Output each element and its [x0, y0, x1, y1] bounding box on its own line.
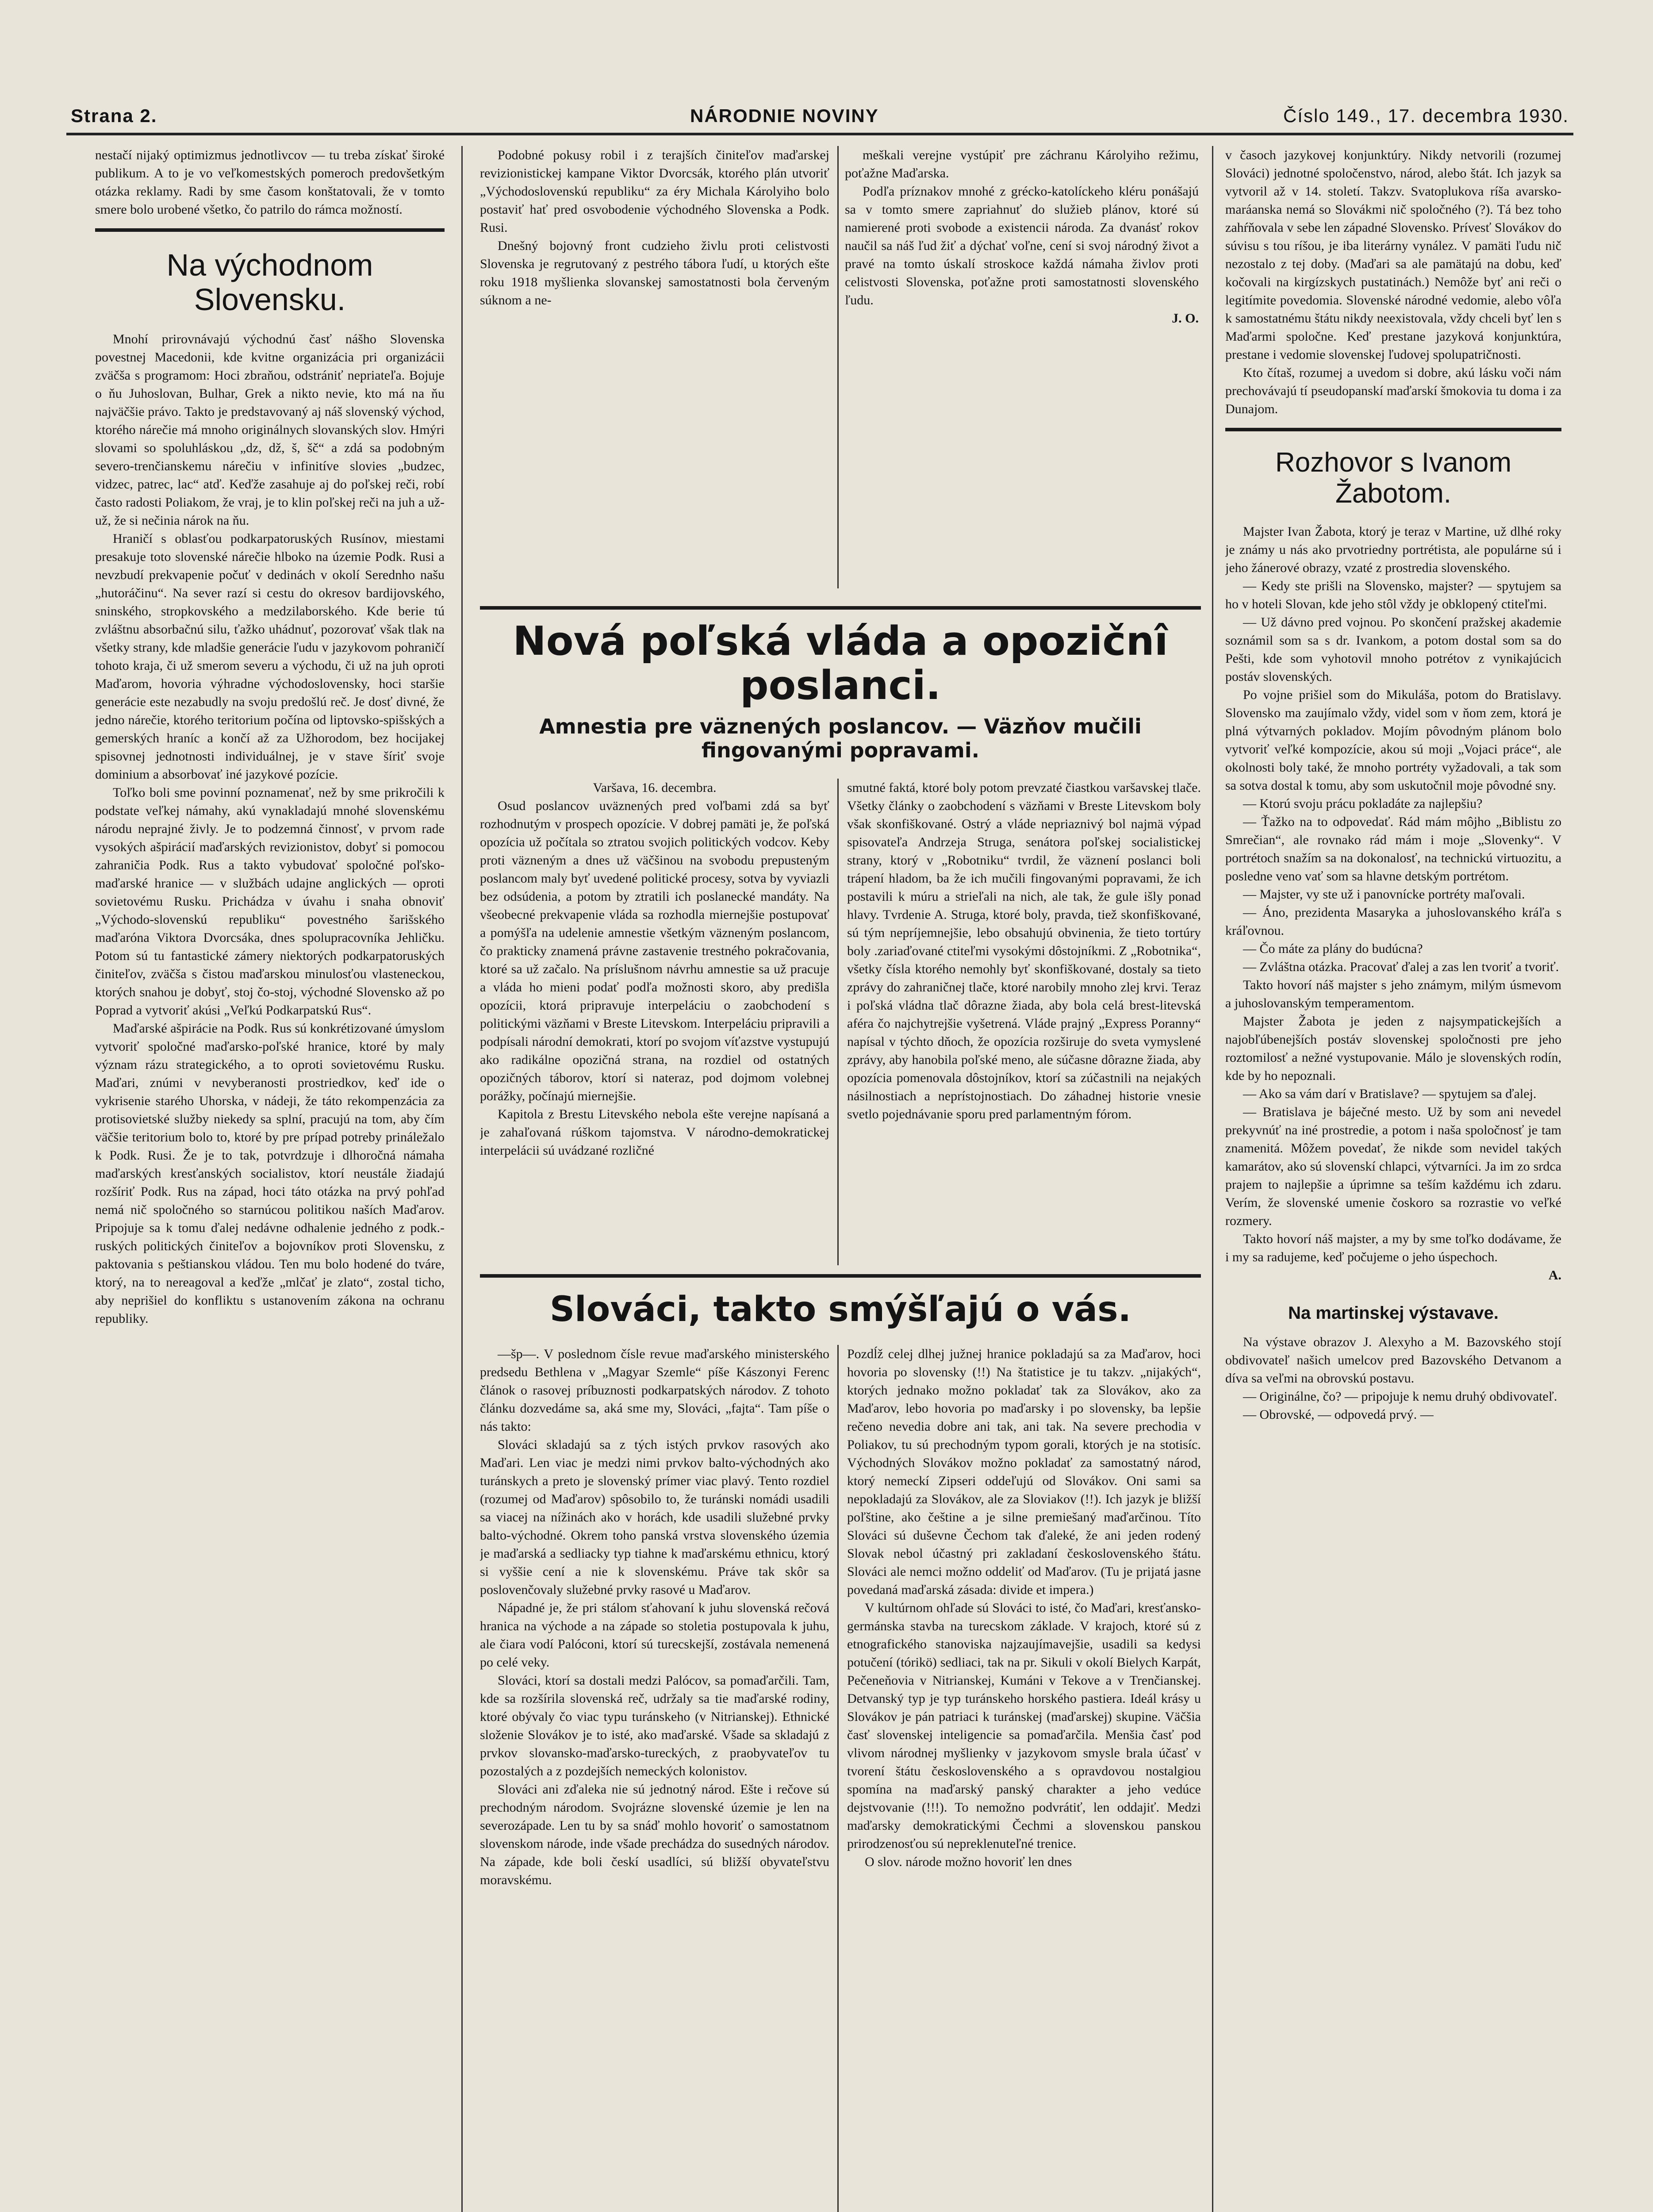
paragraph: Kto čítaš, rozumej a uvedom si dobre, akú lásku voči nám prechovávajú tí pseudopanskí maďarskí šmokovia tu doma i za Dunajom. [1225, 365, 1561, 416]
column-divider [461, 146, 463, 2212]
slovaks-article-body [480, 1345, 1201, 2212]
subheadline-amnesty: Amnestia pre väznených poslancov. [539, 714, 950, 738]
column-2-top [480, 146, 829, 584]
paragraph: Slováci skladajú sa z tých istých prvkov rasových ako Maďari. Len viac je medzi nimi prvkov balto-východných ako turánskych a preto je slovenský prímer viac plavý. Tento rozdiel (rozumej od Maďarov) spôsobilo to, že turánski nomádi usadili sa viacej na nížinách ako v horách, kde usadili služebné prvky balto-východné. Okrem toho panská vrstva slovenského územia je maďarská a sedliacky typ tiahne k maďarskému ethnicu, ktorý si vyššie cení a nie k slovenskému. Práve tak skôr sa poslovenčovaly služebné prvky rasové u Maďarov. [480, 1437, 829, 1597]
paragraph: — Ktorú svoju prácu pokladáte za najlepšiu? [1243, 796, 1483, 811]
paragraph: Takto hovorí náš majster, a my by sme toľko dodávame, že i my sa radujeme, keď počujeme o jeho úspechoch. [1225, 1232, 1561, 1264]
headline-interview: Rozhovor s Ivanom Žabotom. [1275, 447, 1512, 509]
author-signature: J. O. [1172, 311, 1199, 326]
paragraph: Slováci ani zďaleka nie sú jednotný národ. Ešte i rečove sú prechodným národom. Svojrázne slovenské územie je len na severozápade. Len tu by sa snáď mohlo hovoriť o samostatnom slovenskom národe, inde všade prechádza do susedných národov. Na západe, kde boli českí usadlíci, sú bližší obyvateľstvu moravskému. [480, 1782, 829, 1887]
paragraph: Kapitola z Brestu Litevského nebola ešte verejne napísaná a je zahaľovaná rúškom tajomstva. V národno-demokratickej interpelácii sú uvádzané rozličné [480, 1107, 829, 1158]
column-divider [837, 1345, 839, 2212]
paragraph: — Obrovské, — odpovedá prvý. — [1243, 1407, 1434, 1422]
newspaper-title: NÁRODNIE NOVINY [686, 105, 883, 127]
paragraph: — Ťažko na to odpovedať. Rád mám môjho „Biblistu zo Smrečian“, ale rovnako rád mám i moje „Slovenky“. V portrétoch snažím sa na dokonalosť, na technickú virtuozitu, a posledne veno vať som sa hlavne detským portrétom. [1225, 814, 1561, 883]
issue-info: Číslo 149., 17. decembra 1930. [1279, 105, 1573, 127]
slovaks-right-column [847, 1345, 1201, 2212]
paragraph: — Kedy ste prišli na Slovensko, majster? — spytujem sa ho v hoteli Slovan, kde jeho stôl vždy je obklopený ctiteľmi. [1225, 579, 1561, 611]
paragraph: Podobné pokusy robil i z terajších činiteľov maďarskej revizionistickej kampane Viktor Dvorcsák, ktorého plán utvoriť „Východoslovenskú republiku“ za éry Michala Károlyiho bolo postaviť hať pred osvobodenie východného Slovenska a Podk. Rusi. [480, 148, 829, 235]
paragraph: Po vojne prišiel som do Mikuláša, potom do Bratislavy. Slovensko ma zaujímalo vždy, videl som v ňom zem, ktorá je plná výtvarných pokladov. Mojím pôvodným plánom bolo vytvoriť veľké kompozície, akou sú moji „Vojaci práce“, ale okolnosti boly také, že mnoho portréty vyžadovali, a tak som sa sotva dostal k tomu, aby som uskutočnil moje pôvodné sny. [1225, 687, 1561, 793]
paragraph: Osud poslancov uväznených pred voľbami zdá sa byť rozhodnutým v prospech opozície. V dobrej pamäti je, že poľská opozícia už počítala so ztratou svojich politických vodcov. Keby proti väzneným a dnes už väčšinou na svobodu prepusteným poslancom maly byť uvedené politické procesy, sotva by vyviazli bez odsúdenia, a potom by ztratili ich poslanecké mandáty. Na všeobecné prekvapenie vláda sa rozhodla miernejšie postupovať a pomýšľa na udelenie amnestie všetkým väzneným poslancom, čo prakticky znamená právne zastavenie trestného pokračovania, ktoré sa už začalo. Na príslušnom návrhu amnestie sa už pracuje a vláda ho mieni podať podľa možnosti skoro, aby predišla opozícii, ktorá pripravuje interpeláciu o zaobchodení s politickými väzňami v Breste Litevskom. Interpeláciu pripravili a podpísali národní demokrati, ktorí po svojom víťazstve vystupujú ako radikálne opozičná strana, na rozdiel od ostatných opozičných táborov, ktorí si nateraz, pod dojmom volebnej porážky, počínajú miernejšie. [480, 799, 829, 1103]
paragraph: — Zvláštna otázka. Pracovať ďalej a zas len tvoriť a tvoriť. [1243, 960, 1559, 974]
article-headline-east-slovakia: Na východnom Slovensku. [166, 248, 373, 317]
paragraph: V kultúrnom ohľade sú Slováci to isté, čo Maďari, kresťansko-germánska stavba na turecskom základe. V krajoch, ktoré sú z etnografického stanoviska najzaujímavejšie, usadili sa kedysi potučení (tórikö) sedliaci, tak na pr. Sikuli v okolí Bielych Karpát, Pečeneňovia v Nitrianskej, Kumáni v Tekove a v Trenčianskej. Detvanský typ je typ turánskeho horského pastiera. Ideál krásy u Slovákov je pán patriaci k turánskej (maďarskej) skupine. Väčšia časť slovenskej inteligencie sa pomaďarčila. Menšia časť pod vlivom národnej myšlienky v jazykovom smysle brala účasť v tvorení štátu československého a s opravdovou nostalgiou spomína na maďarský panský charakter a jeho vedúce dejstvovanie (!!!). To nemožno podvrátiť, len oddajiť. Medzi maďarsky demokratickými Čechmi a slovenskou panskou prirodzenosťou sú nepreklenuteľné trenice. [847, 1601, 1201, 1851]
headline-exhibition: Na martinskej výstavave. [1288, 1303, 1499, 1323]
paragraph: Takto hovorí náš majster s jeho známym, milým úsmevom a juhoslovanským temperamentom. [1225, 978, 1561, 1010]
poland-left-column [480, 779, 829, 1265]
column-divider [837, 146, 839, 588]
poland-right-column [847, 779, 1201, 1265]
paragraph: —šp—. V poslednom čísle revue maďarského ministerského predsedu Bethlena v „Magyar Szemle“ píše Kászonyi Ferenc článok o rasovej príbuznosti podkarpatských národov. Z tohoto článku dozvedáme sa, aká sme my, Slováci, „fajta“. Tam píše o nás takto: [480, 1347, 829, 1434]
column-divider [1212, 146, 1213, 2212]
paragraph: Toľko boli sme povinní poznamenať, než by sme prikročili k podstate veľkej námahy, akú vynakladajú mnohé slovenskému národu neprajné živly. Je to podzemná činnosť, v prvom rade vysokých ašpirácií maďarských revizionistov, dobyť si pomocou zahraničia Podk. Rus a takto vybudovať spoločné poľsko-maďarské hranice — v službách udajne anglických — oproti sovietovému Rusku. Prichádza v úvahu i snaha obnoviť „Východo-slovenskú republiku“ povestného šarišského maďaróna Viktora Dvorcsáka, dnes spolupracovníka Jehličku. Potom sú tu fantastické zámery niektorých podkarpatoruských činiteľov, zväčša s čistou maďarskou minulosťou vlasteneckou, ktorých snahou je dobyť, stoj čo-stoj, východné Slovensko až po Poprad a vytvoriť akúsi „Veľkú Podkarpatskú Rus“. [95, 785, 445, 1018]
page-header [66, 105, 1573, 130]
paragraph: Dnešný bojovný front cudzieho živlu proti celistvosti Slovenska je regrutovaný z pestrého tábora ľudí, u ktorých ešte roku 1918 myšlienka slovanskej samostatnosti bola červeným súknom a ne- [480, 238, 829, 307]
dateline: Varšava, 16. decembra. [593, 780, 717, 795]
author-signature: A. [1548, 1268, 1561, 1283]
subheadline-prisoners: Väzňov mučili fingovanými popravami. [701, 714, 1142, 762]
paragraph: — Majster, vy ste už i panovníckе portréty maľovali. [1243, 887, 1525, 902]
article-continuation: nestačí nijaký optimizmus jednotlivcov — tu treba získať široké publikum. A to je vo veľkomestských pomeroch predovšetkým otázka reklamy. Radi by sme časom konštatovali, že v tomto smere bolo urobené všetko, čo patrilo do rámca možností. [95, 148, 445, 217]
section-rule [95, 228, 445, 232]
page-number: Strana 2. [66, 105, 161, 127]
paragraph: Hraničí s oblasťou podkarpatoruských Rusínov, miestami presakuje toto slovenské nárečie hlboko na územie Podk. Rusi a nevzbudí prekvapenie počuť v dedinách v okolí Serednho našu „hutoráčinu“. Na sever razí si cestu do okresov bardijovského, sninského, stropkovského a medzilaborského. Kde berie tú zvláštnu absorbačnú silu, ťažko uhádnuť, pozorovať však tlak na všetky strany, kde mladšie generácie ľudu v jazykovom pohraničí tohoto kraja, či už smerom severu a východu, či už na juh oproti Maďarom, hovoria výhradne východoslovensky, hoci staršie generácie este nezabudly na svoju predošlú reč. Je dosť divné, že jedno nárečie, ktorého teritorium počína od liptovsko-spišských a gemerských hraníc a končí až za Užhorodom, bez hocijakej spisovnej jednotnosti individuálnej, je v stave šíriť svoje dominium a absorbovať iné jazykové pozície. [95, 531, 445, 782]
paragraph: Majster Ivan Žabota, ktorý je teraz v Martine, už dlhé roky je známy u nás ako prvotriedny portrétista, ale populárne sú i jeho žánerové obrazy, vzaté z prostredia slovenského. [1225, 524, 1561, 575]
paragraph: Na výstave obrazov J. Alexyho a M. Bazovského stojí obdivovateľ našich umelcov pred Bazovského Detvanom a díva sa veľmi na obrovskú postavu. [1225, 1335, 1561, 1386]
paragraph: — Originálne, čo? — pripojuje k nemu druhý obdivovateľ. [1243, 1389, 1557, 1404]
paragraph: Maďarské ašpirácie na Podk. Rus sú konkrétizované úmyslom vytvoriť spoločné maďarsko-poľské hranice, ktoré by maly význam rázu strategického, a to oproti sovietovému Rusku. Maďari, znúmi v nevyberanosti prostriedkov, keď ide o vykrisenie starého Uhorska, v nádeji, že táto rekompenzácia za protisovietské služby niekedy sa splní, pracujú na tom, aby čím väčšie teritorium bolo to, ktoré by pre prípad potreby prináležalo k Podk. Rusi. Že je to tak, potvrdzuje i dlhoročná námaha maďarských kresťanských socialistov, ktorí neustále žiadajú rozšíriť Podk. Rus na západ, hoci táto otázka na prvý pohľad nemá nič spoločného so starnúcou politikou naších Maďarov. Pripojuje sa k tomu ďalej nedávne odhalenie jedného z podk.-ruských politických činiteľov a bojovníkov proti Slovensku, z paktovania s peštianskou vládou. Ten mu bolo hodené do tváre, ktorý, na to nereagoval a keďže „mlčať je zlato“, zostal ticho, aby neprišiel do konfliktu s ustanovením zákona na ochranu republiky. [95, 1021, 445, 1326]
paragraph: Pozdĺž celej dlhej južnej hranice pokladajú sa za Maďarov, hoci hovoria po slovensky (!!) Na štatistice je tu takzv. „nijakých“, ktorých jednako možno pokladať tak za Slovákov, ako za Maďarov, lebo hovoria po maďarsky i po slovensky, ba lepšie rečeno nevedia dobre ani tak, ani tak. Na severe prechodia v Poliakov, tu sú prechodným typom gorali, ktorých je na stotisíc. Východných Slovákov možno pokladať za samostatný národ, ktorý nemeckí Zipseri oddeľujú od Slovákov. Oni sami sa nepokladajú za Slovákov, ale za Sloviakov (!!). Ich jazyk je bližší poľštine, ako češtine a je silne premiešaný maďarčinou. Títo Slováci sú duševne Čechom tak ďaleké, že ani jeden rodený Slovak nebol účastný pri zakladaní československého štátu. Slováci ale nemci možno oddeliť od Maďarov. (Tu je prijatá jasne povedaná maďarská zásada: divide et impera.) [847, 1347, 1201, 1597]
paragraph: Podľa príznakov mnohé z grécko-katolíckeho kléru ponášajú sa v tomto smere zapriahnuť do služieb plánov, ktoré sú namierené proti svobode a existencii národa. Za dvanásť rokov naučil sa náš ľud žiť a dýchať voľne, cení si svoj národný život a pravé na tomto úskalí stroskoce každá námaha živlov proti celistvosti Slovenska, poťažne proti samostatnosti slovenského ľudu. [845, 184, 1199, 307]
paragraph: — Už dávno pred vojnou. Po skončení pražskej akademie soznámil som sa s dr. Ivankom, a potom dostal som sa do Pešti, kde som vyhotovil mnoho potrétov z vynikajúcich postáv slovenských. [1225, 615, 1561, 684]
column-divider [837, 779, 839, 1265]
headline-poland: Nová poľská vláda a opozičnî poslanci. [513, 618, 1168, 709]
section-rule [480, 1274, 1201, 1278]
paragraph: — Ako sa vám darí v Bratislave? — spytujem sa ďalej. [1243, 1087, 1537, 1101]
paragraph: v časoch jazykovej konjunktúry. Nikdy netvorili (rozumej Slováci) jednotné spoločenstvo, národ, alebo štát. Ich jazyk sa vytvoril až v 14. století. Takzv. Svatoplukova ríša avarsko-maráanska nemá so Slovákmi nič spoločného (?). Tá bez toho zahŕňovala v sebe len západné Slovensko. Prívesť Slovákov do súvisu s tou ríšou, je iba literárny vynález. V pamäti ľudu nič nezostalo z tej doby. (Maďari sa ale pamätajú na dobu, keď kočovali na kirgízskych pustatinách.) Nemôže byť ani reči o legitímite povedomia. Slovenské národné vedomie, alebo vôľa k samostatnému štátu nikdy neexistovala, vždy chceli byť len s Maďarmi spoločne. Keď prestane jazyková konjunktúra, prestane i vedomie slovenskej ľudovej spolupatričnosti. [1225, 148, 1561, 362]
paragraph: Slováci, ktorí sa dostali medzi Palócov, sa pomaďarčili. Tam, kde sa rozšírila slovenská reč, udržaly sa tie maďarské rodiny, ktoré obývaly čo viac typu turánskeho (v Nitrianskej). Ethnické složenie Slovákov je to isté, ako maďarské. Všade sa skladajú z prvkov slovansko-maďarsko-tureckých, z praobyvateľov tu pozostalých a z pozdejších nemeckých kolonistov. [480, 1673, 829, 1778]
paragraph: Mnohí prirovnávajú východnú časť nášho Slovenska povestnej Macedonii, kde kvitne organizácia pri organizácii zväčša s programom: Hoci zbraňou, odstrániť nepriateľa. Bojuje o ňu Juhoslovan, Bulhar, Grek a nikto nevie, kto má na ňu najväčšie právo. Takto je predstavovaný aj náš slovenský východ, ktorého nárečie má mnoho originálnych slovanských slov. Hmýri slovami so spoluhláskou „dz, dž, š, šč“ a zdá sa podobným severo-trenčianskemu nárečiu v infinitíve slovies „budzec, vidzec, patrec, lac“ atď. Keďže zasahuje aj do poľskej reči, robí často radosti Poliakom, že vraj, je to klin poľskej reči na juh a už-už, že si nečinia nárok na ňu. [95, 332, 445, 528]
section-rule [480, 606, 1201, 610]
column-4 [1225, 146, 1561, 2212]
subheadline-poland [480, 714, 1201, 762]
paragraph: O slov. národe možno hovoriť len dnes [865, 1855, 1072, 1869]
paragraph: smutné faktá, ktoré boly potom prevzaté čiastkou varšavskej tlače. Všetky články o zaobchodení s väzňami v Breste Litevskom boly však skonfiškované. Ostrý a vláde nepriaznivý bol najmä výpad spisovateľa Andrzeja Struga, senátora poľskej socialistickej strany, ktorý v „Robotniku“ tvrdil, že väznení poslanci boli trápení hladom, ba že ich mučili fingovanými popravami, že ich postavili k múru a strieľali na nich, ale tak, že gule išly ponad hlavy. Tvrdenie A. Struga, ktoré boly, pravda, tiež skonfiškované, sú tým nepríjemnejšie, lebo obsahujú obvinenia, že tieto tortúry boly .zariaďované ctiteľmi vysokými dôstojníkmi. Z „Robotnika“, všetky čísla ktorého nemohly byť skonfiškované, dostaly sa tieto zprávy do zahraničnej tlače, ktoré narobily mnoho zlej krvi. Teraz i poľská vládna tlač dôrazne žiada, aby bola celá brest-litevská aféra čo najchytrejšie vyšetrená. Vláde prajný „Express Poranny“ napísal v týchto dňoch, že opozícia rozširuje do sveta vymyslené zprávy, aby hanobila poľské meno, ale súčasne dôrazne žiada, aby opozícia pomenovala dôstojníkov, ktorí sa zúčastnili na nejakých násilnostiach a neprístojnostiach. Do záhadnej historie vnesie svetlo pojednávanie sporu pred parlamentným fórom. [847, 780, 1201, 1121]
paragraph: — Áno, prezidenta Masaryka a juhoslovanského kráľa s kráľovnou. [1225, 905, 1561, 938]
headline-slovaks: Slováci, takto smýšľajú o vás. [549, 1290, 1131, 1329]
paragraph: meškali verejne vystúpiť pre záchranu Károlyiho režimu, poťažne Maďarska. [845, 148, 1199, 180]
column-1 [95, 146, 445, 2212]
dash: — [956, 714, 984, 738]
paragraph: — Čo máte za plány do budúcna? [1243, 941, 1423, 956]
column-3-top [845, 146, 1199, 593]
header-rule [66, 133, 1573, 135]
paragraph: — Bratislava je báječné mesto. Už by som ani nevedel prekyvnúť na iné prostredie, a potom i naša spoločnosť je tam znamenitá. Môžem povedať, že nikde som nevidel takých kamarátov, ako sú slovenskí chlapci, výtvarníci. Ja im zo srdca prajem to najlepšie a úprimne sa teším každému ich zdaru. Verím, že slovenské umenie čoskoro sa rozrastie vo veľké rozmery. [1225, 1105, 1561, 1228]
poland-article-body [480, 779, 1201, 1265]
section-rule [1225, 428, 1561, 431]
paragraph: Majster Žabota je jeden z najsympatickejších a najobľúbenejších postáv slovenskej spoločnosti pre jeho roztomilosť a nežné vystupovanie. Málo je slovenských rodín, kde by ho nepoznali. [1225, 1014, 1561, 1083]
paragraph: Nápadné je, že pri stálom sťahovaní k juhu slovenská rečová hranica na východe a na západe so stoletia postupovala k juhu, ale čiara vodí Palóconi, ktorí sú turecskejší, zostávala nemenená po celé veky. [480, 1601, 829, 1670]
slovaks-left-column [480, 1345, 829, 2212]
